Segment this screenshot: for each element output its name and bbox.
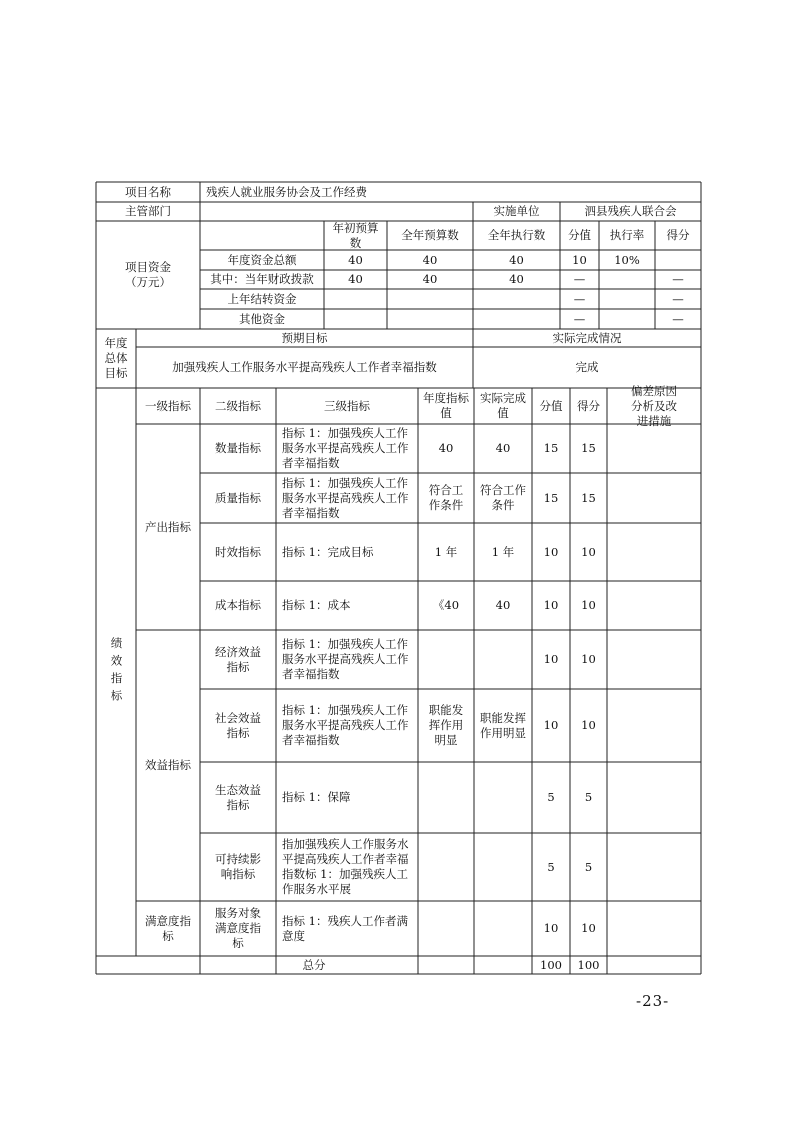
indicator-header-text: 年度指标值 (423, 391, 469, 420)
funds-cell: — (672, 291, 684, 306)
level3-indicator (276, 630, 418, 689)
score-value: 15 (543, 490, 559, 505)
deviation-note (607, 901, 701, 956)
actual-value (474, 473, 532, 523)
actual-value-text: 职能发挥作用明显 (480, 710, 526, 740)
actual-value-text: 40 (495, 598, 511, 612)
project-name-label: 项目名称 (125, 184, 171, 199)
annual-target-value (418, 424, 474, 473)
funds-header: 执行率 (609, 228, 645, 242)
funds-cell: 10% (614, 252, 640, 267)
total-obtained-score: 100 (577, 957, 600, 972)
annual-target-value (418, 581, 474, 630)
score-value: 10 (543, 598, 559, 612)
indicator-header-text: 得分 (577, 398, 600, 413)
score-value: 10 (543, 718, 559, 732)
expected-goal-header: 预期目标 (281, 330, 328, 345)
obtained-score: 10 (581, 544, 596, 559)
actual-value (474, 689, 532, 762)
score-value: 5 (547, 790, 555, 804)
annual-target-value (418, 901, 474, 956)
level2-indicator-text: 服务对象满意度指标 (215, 906, 261, 950)
department-value (200, 202, 473, 221)
level2-indicator (200, 581, 276, 630)
department-label: 主管部门 (125, 204, 171, 218)
level1-indicator (136, 424, 200, 630)
annual-target-value-text: 符合工作条件 (428, 483, 464, 512)
level1-indicator (136, 901, 200, 956)
deviation-note (607, 762, 701, 833)
page-number: -23- (636, 992, 670, 1010)
funds-cell: 40 (422, 272, 438, 286)
project-name-value: 残疾人就业服务协会及工作经费 (206, 184, 367, 199)
level3-indicator-text: 指标 1：加强残疾人工作服务水平提高残疾人工作者幸福指数 (282, 703, 409, 747)
indicator-header: 三级指标 (324, 398, 370, 413)
funds-cell: 40 (422, 252, 438, 267)
annual-target-value (418, 689, 474, 762)
actual-value (474, 901, 532, 956)
level3-indicator-text: 指标 1：完成目标 (282, 544, 374, 559)
score-value: 5 (547, 859, 555, 874)
annual-target-value-text: 职能发挥作用明显 (428, 703, 464, 747)
level1-indicator (136, 630, 200, 901)
expected-goal-text: 加强残疾人工作服务水平提高残疾人工作者幸福指数 (172, 360, 437, 374)
level2-indicator (200, 833, 276, 901)
indicator-header: 二级指标 (215, 398, 261, 413)
actual-value (474, 833, 532, 901)
implementing-unit-value: 泗县残疾人联合会 (584, 204, 677, 218)
funds-cell: — (573, 291, 586, 306)
obtained-score: 10 (581, 652, 596, 666)
funds-header (324, 221, 387, 250)
level3-indicator (276, 523, 418, 581)
level2-indicator (200, 424, 276, 473)
funds-header: 得分 (666, 228, 690, 242)
funds-cell: — (672, 311, 684, 326)
annual-target-value-text: 1 年 (434, 544, 458, 559)
deviation-note (607, 424, 701, 473)
level2-indicator-text: 生态效益指标 (215, 782, 261, 812)
level3-indicator (276, 473, 418, 523)
level2-indicator-text: 可持续影响指标 (215, 852, 261, 881)
actual-value (474, 581, 532, 630)
actual-value-text: 1 年 (491, 544, 515, 559)
obtained-score: 5 (584, 790, 593, 804)
actual-value (474, 424, 532, 473)
level3-indicator (276, 581, 418, 630)
level2-indicator-text: 经济效益指标 (215, 644, 261, 674)
level3-indicator-text: 指标 1：成本 (282, 598, 351, 612)
level3-indicator (276, 833, 418, 901)
funds-cell (324, 289, 387, 309)
level3-indicator (276, 901, 418, 956)
actual-value-text: 符合工作条件 (480, 483, 526, 512)
total-score-value: 100 (540, 957, 562, 972)
deviation-note (607, 689, 701, 762)
actual-completion-header: 实际完成情况 (552, 330, 622, 345)
funds-cell: 40 (348, 272, 363, 286)
score-value: 10 (543, 652, 559, 666)
level3-indicator-text: 指标 1：加强残疾人工作服务水平提高残疾人工作者幸福指数 (282, 475, 409, 520)
funds-cell (599, 289, 655, 309)
indicator-header (418, 388, 474, 424)
level3-indicator-text: 指标 1：残疾人工作者满意度 (282, 913, 408, 943)
funds-row-label: 年度资金总额 (227, 252, 297, 267)
annual-target-value-text: 40 (438, 441, 454, 455)
indicator-header (607, 383, 701, 428)
funds-cell (324, 309, 387, 329)
funds-cell: — (672, 272, 684, 286)
funds-cell (473, 289, 560, 309)
deviation-note (607, 630, 701, 689)
funds-cell (387, 309, 473, 329)
level2-indicator (200, 901, 276, 956)
level2-indicator (200, 473, 276, 523)
actual-value-text: 40 (495, 441, 511, 455)
funds-cell: 40 (509, 272, 524, 286)
funds-label-line: 项目资金 (125, 260, 171, 274)
indicator-header (474, 388, 532, 424)
funds-header: 全年预算数 (401, 228, 459, 242)
level2-indicator-text: 质量指标 (215, 490, 261, 505)
level2-indicator (200, 689, 276, 762)
deviation-note (607, 833, 701, 901)
funds-cell: 40 (348, 252, 363, 267)
score-value: 10 (543, 544, 559, 559)
level3-indicator (276, 689, 418, 762)
funds-cell: 40 (509, 252, 524, 267)
funds-header-text: 年初预算数 (332, 220, 379, 250)
level2-indicator (200, 523, 276, 581)
annual-target-value (418, 833, 474, 901)
obtained-score: 15 (581, 441, 596, 455)
actual-value (474, 762, 532, 833)
funds-row-label: 其他资金 (239, 311, 285, 326)
obtained-score: 10 (581, 598, 596, 612)
funds-cell (599, 309, 655, 329)
annual-target-value-text: 《40 (432, 598, 460, 612)
score-value: 10 (543, 921, 559, 935)
funds-row-label: 其中：当年财政拨款 (210, 272, 314, 286)
annual-goal-label-text: 年度总体目标 (104, 336, 128, 380)
level3-indicator-text: 指标 1：保障 (282, 790, 351, 804)
deviation-note (607, 523, 701, 581)
funds-cell (655, 250, 701, 270)
funds-label-line: （万元） (125, 275, 171, 289)
level2-indicator-text: 数量指标 (215, 441, 261, 455)
level2-indicator (200, 762, 276, 833)
indicator-header: 一级指标 (145, 398, 191, 413)
level3-indicator (276, 424, 418, 473)
performance-indicator-label: 绩效指标 (109, 637, 124, 707)
obtained-score: 15 (581, 490, 596, 505)
level2-indicator-text: 时效指标 (215, 544, 261, 559)
actual-value (474, 630, 532, 689)
funds-header: 分值 (568, 228, 591, 242)
annual-target-value (418, 630, 474, 689)
annual-target-value (418, 762, 474, 833)
funds-cell (387, 289, 473, 309)
annual-target-value (418, 473, 474, 523)
funds-cell: — (573, 311, 586, 326)
funds-header: 全年执行数 (487, 228, 546, 242)
deviation-note (607, 473, 701, 523)
total-score-label: 总分 (302, 957, 326, 972)
indicator-header (570, 388, 607, 424)
level1-indicator-text: 满意度指标 (145, 913, 191, 943)
level2-indicator (200, 630, 276, 689)
funds-label (96, 221, 200, 329)
implementing-unit-label: 实施单位 (493, 204, 540, 218)
funds-cell: 10 (572, 252, 587, 267)
annual-target-value (418, 523, 474, 581)
level3-indicator-text: 指标 1：加强残疾人工作服务水平提高残疾人工作者幸福指数 (282, 426, 409, 470)
actual-value (474, 523, 532, 581)
obtained-score: 5 (584, 859, 593, 874)
indicator-header-text: 分值 (539, 398, 563, 413)
level1-indicator-text: 产出指标 (145, 519, 191, 534)
level3-indicator (276, 762, 418, 833)
indicator-header (532, 388, 570, 424)
indicator-header-text: 实际完成值 (480, 391, 526, 420)
level1-indicator-text: 效益指标 (145, 758, 191, 772)
score-value: 15 (543, 441, 559, 455)
level2-indicator-text: 社会效益指标 (215, 710, 261, 740)
level2-indicator-text: 成本指标 (215, 598, 261, 612)
annual-goal-label (96, 329, 136, 388)
actual-completion-text: 完成 (575, 360, 599, 374)
funds-row-label: 上年结转资金 (227, 291, 297, 306)
deviation-note (607, 581, 701, 630)
funds-cell: — (573, 272, 586, 286)
obtained-score: 10 (581, 921, 596, 935)
obtained-score: 10 (581, 718, 596, 732)
level3-indicator-text: 指加强残疾人工作服务水平提高残疾人工作者幸福指数标 1：加强残疾人工作服务水平展 (282, 837, 409, 896)
funds-cell (599, 270, 655, 289)
level3-indicator-text: 指标 1：加强残疾人工作服务水平提高残疾人工作者幸福指数 (282, 637, 409, 681)
funds-cell (473, 309, 560, 329)
indicator-header-text: 偏差原因分析及改进措施 (631, 383, 677, 428)
